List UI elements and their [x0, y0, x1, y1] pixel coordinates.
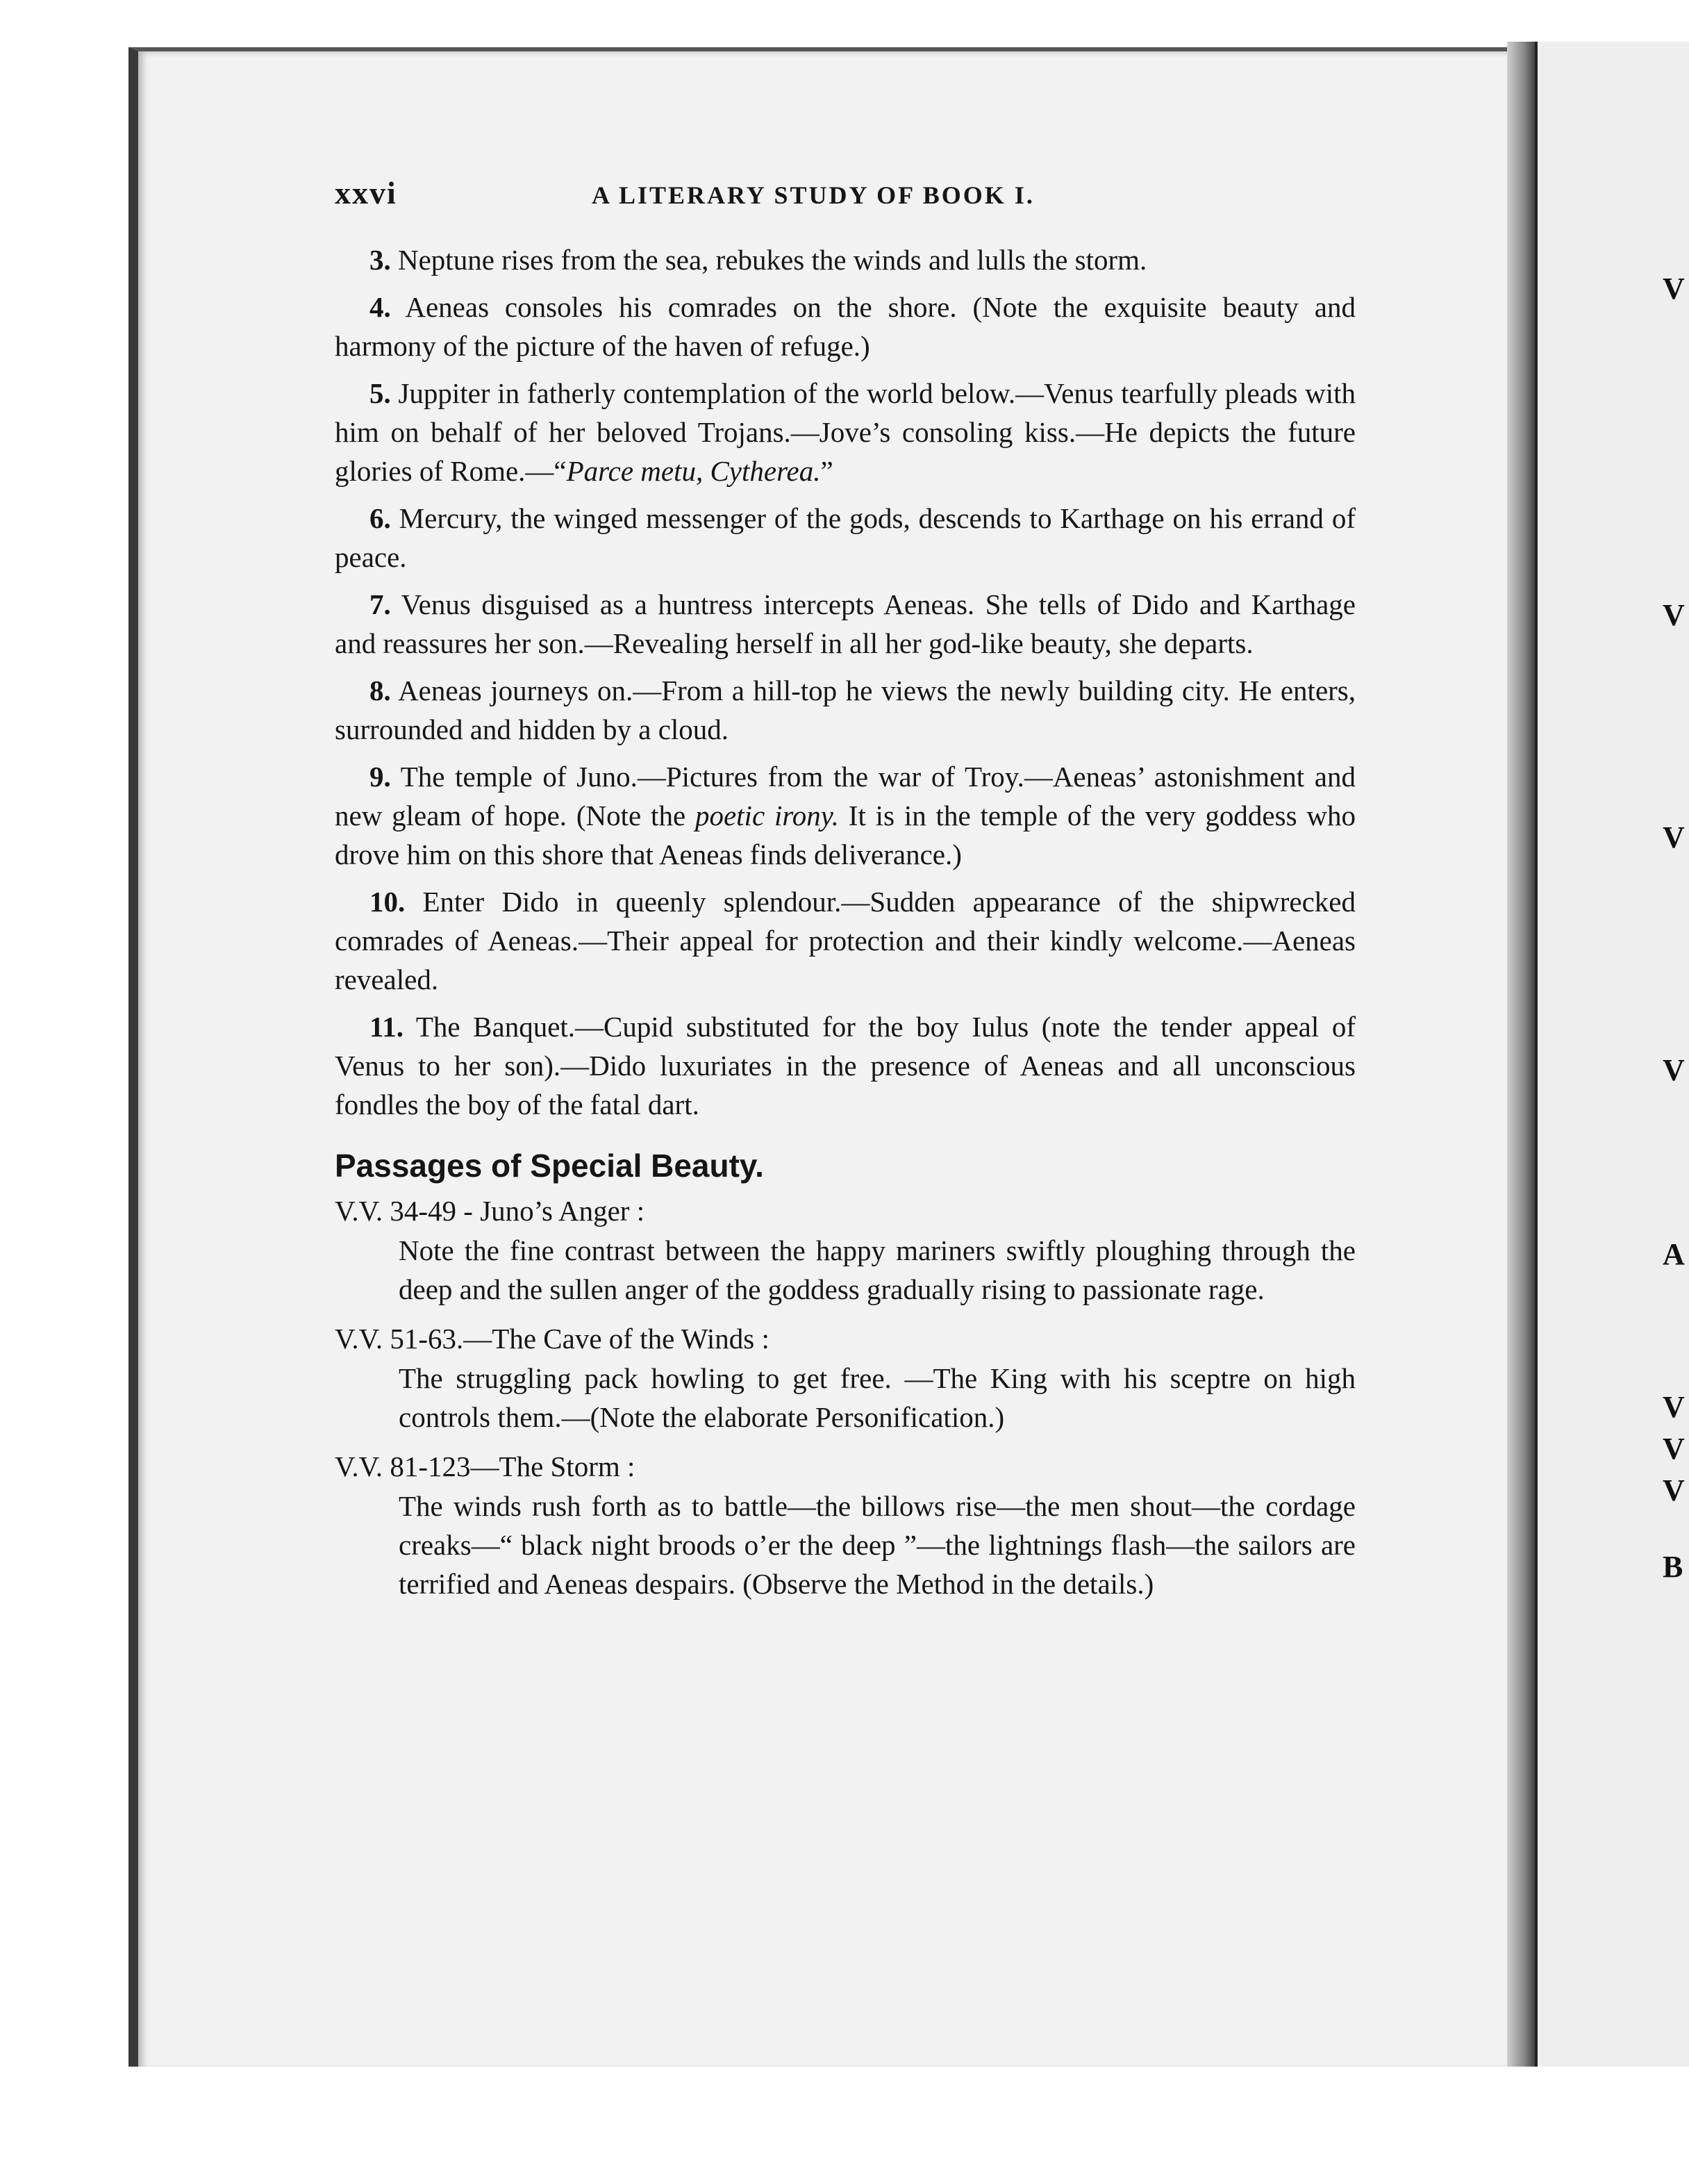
- passage: [335, 1446, 1356, 1603]
- facing-page-letter: V: [1663, 1432, 1685, 1466]
- item-number: 9.: [369, 761, 391, 793]
- facing-page-letter: A: [1663, 1237, 1685, 1271]
- item-text: Neptune rises from the sea, rebukes the winds and lulls the storm.: [398, 244, 1147, 276]
- item-text-end: ”: [820, 455, 833, 487]
- item-number: 8.: [369, 675, 391, 706]
- facing-page-letter: V: [1663, 1053, 1685, 1087]
- page-number: xxvi: [335, 175, 397, 210]
- section-heading: Passages of Special Beauty.: [335, 1148, 764, 1184]
- item-italic-text: Parce metu, Cytherea.: [566, 455, 821, 487]
- item-text-end: It is in the temple of the very goddess who drove him on this shore that Aeneas finds deliverance.): [335, 800, 1356, 870]
- item-text: The temple of Juno.—Pictures from the war of Troy.—Aeneas’ astonishment and new gleam of hope. (Note the: [335, 761, 1356, 832]
- item-number: 10.: [369, 886, 406, 918]
- summary-item: [335, 288, 1356, 365]
- item-number: 4.: [369, 291, 391, 323]
- summary-item: [335, 882, 1356, 999]
- item-text: Venus disguised as a huntress intercepts Aeneas. She tells of Dido and Karthage and reassures her son.—Revealing herself in all her god-like beauty, she departs.: [335, 588, 1356, 659]
- item-text: Aeneas journeys on.—From a hill-top he views the newly building city. He enters, surrounded and hidden by a cloud.: [335, 675, 1356, 745]
- running-head: [335, 174, 1356, 222]
- passage-title: V.V. 51-63.—The Cave of the Winds :: [335, 1323, 769, 1355]
- passage-title: V.V. 81-123—The Storm :: [335, 1450, 635, 1482]
- summary-item: [335, 671, 1356, 749]
- passage: [335, 1318, 1356, 1437]
- summary-item: [335, 585, 1356, 663]
- facing-page-letter: V: [1663, 1473, 1685, 1507]
- facing-page-letter: V: [1663, 820, 1685, 854]
- summary-item: [335, 374, 1356, 490]
- item-number: 5.: [369, 377, 391, 409]
- passage-body: The struggling pack howling to get free. —The King with his sceptre on high controls them.—(Note the elaborate Personification.): [399, 1362, 1356, 1433]
- passage-title: V.V. 34-49 - Juno’s Anger :: [335, 1195, 645, 1227]
- passage-body: The winds rush forth as to battle—the billows rise—the men shout—the cordage creaks—“ black night broods o’er the deep ”—the lightnings flash—the sailors are terrified and Aeneas despairs. (Observe the Method in the details.): [399, 1490, 1356, 1600]
- book-spine: [1507, 42, 1535, 2070]
- facing-page: [1535, 42, 1689, 2070]
- item-italic-text: poetic irony.: [694, 800, 839, 832]
- scan-bottom-margin: [0, 2067, 1689, 2184]
- item-number: 7.: [369, 588, 391, 620]
- facing-page-letter: V: [1663, 272, 1685, 306]
- running-head-title: A LITERARY STUDY OF BOOK I.: [592, 181, 1035, 209]
- passage-body: Note the fine contrast between the happy mariners swiftly ploughing through the deep and the sullen anger of the goddess gradually rising to passionate rage.: [399, 1234, 1356, 1305]
- summary-item: [335, 499, 1356, 577]
- item-text: The Banquet.—Cupid substituted for the boy Iulus (note the tender appeal of Venus to her son).—Dido luxuriates in the presence of Aeneas and all unconscious fondles the boy of the fatal dart.: [335, 1011, 1356, 1120]
- item-number: 3.: [369, 244, 391, 276]
- item-number: 6.: [369, 502, 391, 534]
- item-text: Juppiter in fatherly contemplation of the world below.—Venus tearfully pleads with him on behalf of her beloved Trojans.—Jove’s consoling kiss.—He depicts the future glories of Rome.—“: [335, 377, 1356, 487]
- summary-item: [335, 757, 1356, 874]
- summary-item: [335, 1007, 1356, 1124]
- facing-page-letter: V: [1663, 1390, 1685, 1424]
- item-text: Enter Dido in queenly splendour.—Sudden appearance of the shipwrecked comrades of Aeneas.—Their appeal for protection and their kindly welcome.—Aeneas revealed.: [335, 886, 1356, 995]
- facing-page-letter: V: [1663, 598, 1685, 632]
- facing-page-letter: B: [1663, 1550, 1683, 1584]
- item-number: 11.: [369, 1011, 403, 1043]
- item-text: Aeneas consoles his comrades on the shore. (Note the exquisite beauty and harmony of the picture of the haven of refuge.): [335, 291, 1356, 362]
- page-content: [335, 174, 1356, 1613]
- summary-item: [335, 240, 1356, 279]
- item-text: Mercury, the winged messenger of the gods, descends to Karthage on his errand of peace.: [335, 502, 1356, 573]
- passage: [335, 1191, 1356, 1309]
